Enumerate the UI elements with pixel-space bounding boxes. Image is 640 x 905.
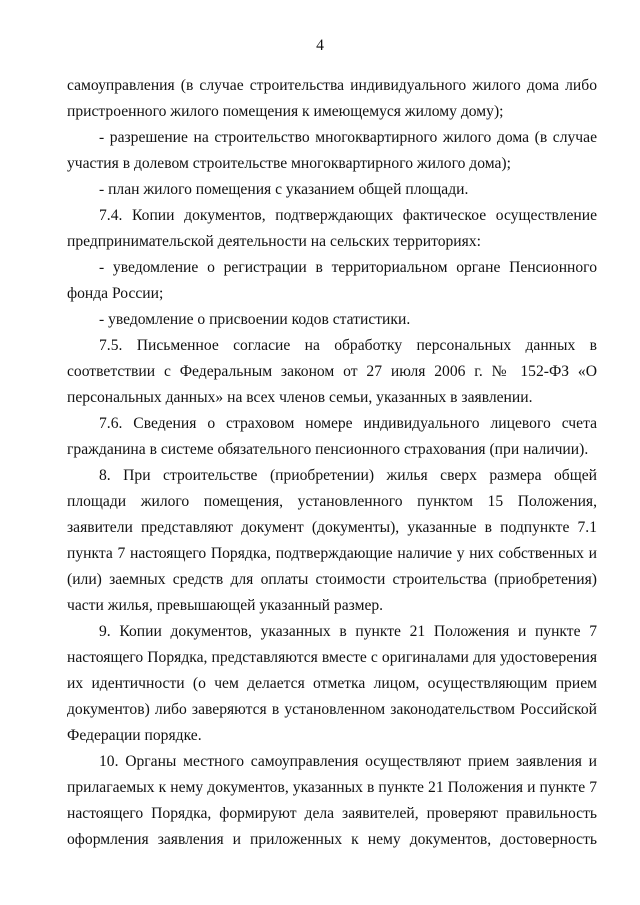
- paragraph: 7.5. Письменное согласие на обработку персональных данных в соответствии с Федеральным законом от 27 июля 2006 г. № 152-ФЗ «О персональных данных» на всех членов семьи, указанных в заявлении.: [67, 337, 597, 406]
- paragraph: 8. При строительстве (приобретении) жилья сверх размера общей площади жилого помещения, установленного пунктом 15 Положения, заявители представляют документ (документы), указанные в подпункте 7.1 пункта 7 настоящего Порядка, подтверждающие наличие у них собственных и (или) заемных средств для оплаты стоимости строительства (приобретения) части жилья, превышающей указанный размер.: [67, 467, 597, 614]
- paragraph: 7.4. Копии документов, подтверждающих фактическое осуществление предпринимательской деятельности на сельских территориях:: [67, 207, 597, 250]
- paragraph: - разрешение на строительство многоквартирного жилого дома (в случае участия в долевом строительстве многоквартирного жилого дома);: [67, 129, 597, 172]
- document-body: [67, 73, 597, 853]
- paragraph: самоуправления (в случае строительства индивидуального жилого дома либо пристроенного жилого помещения к имеющемуся жилому дому);: [67, 77, 597, 120]
- paragraph: 9. Копии документов, указанных в пункте 21 Положения и пункте 7 настоящего Порядка, представляются вместе с оригиналами для удостоверения их идентичности (о чем делается отметка лицом, осуществляющим прием документов) либо заверяются в установленном законодательством Российской Федерации порядке.: [67, 623, 597, 744]
- page-number: 4: [316, 37, 324, 54]
- paragraph: - план жилого помещения с указанием общей площади.: [99, 181, 469, 198]
- paragraph: 10. Органы местного самоуправления осуществляют прием заявления и прилагаемых к нему документов, указанных в пункте 21 Положения и пункте 7 настоящего Порядка, формируют дела заявителей, проверяют правильность оформления заявления и приложенных к нему документов, достоверность: [67, 753, 597, 848]
- paragraph: - уведомление о регистрации в территориальном органе Пенсионного фонда России;: [67, 259, 597, 302]
- paragraph: - уведомление о присвоении кодов статистики.: [99, 311, 411, 328]
- paragraph: 7.6. Сведения о страховом номере индивидуального лицевого счета гражданина в системе обязательного пенсионного страхования (при наличии).: [67, 415, 597, 458]
